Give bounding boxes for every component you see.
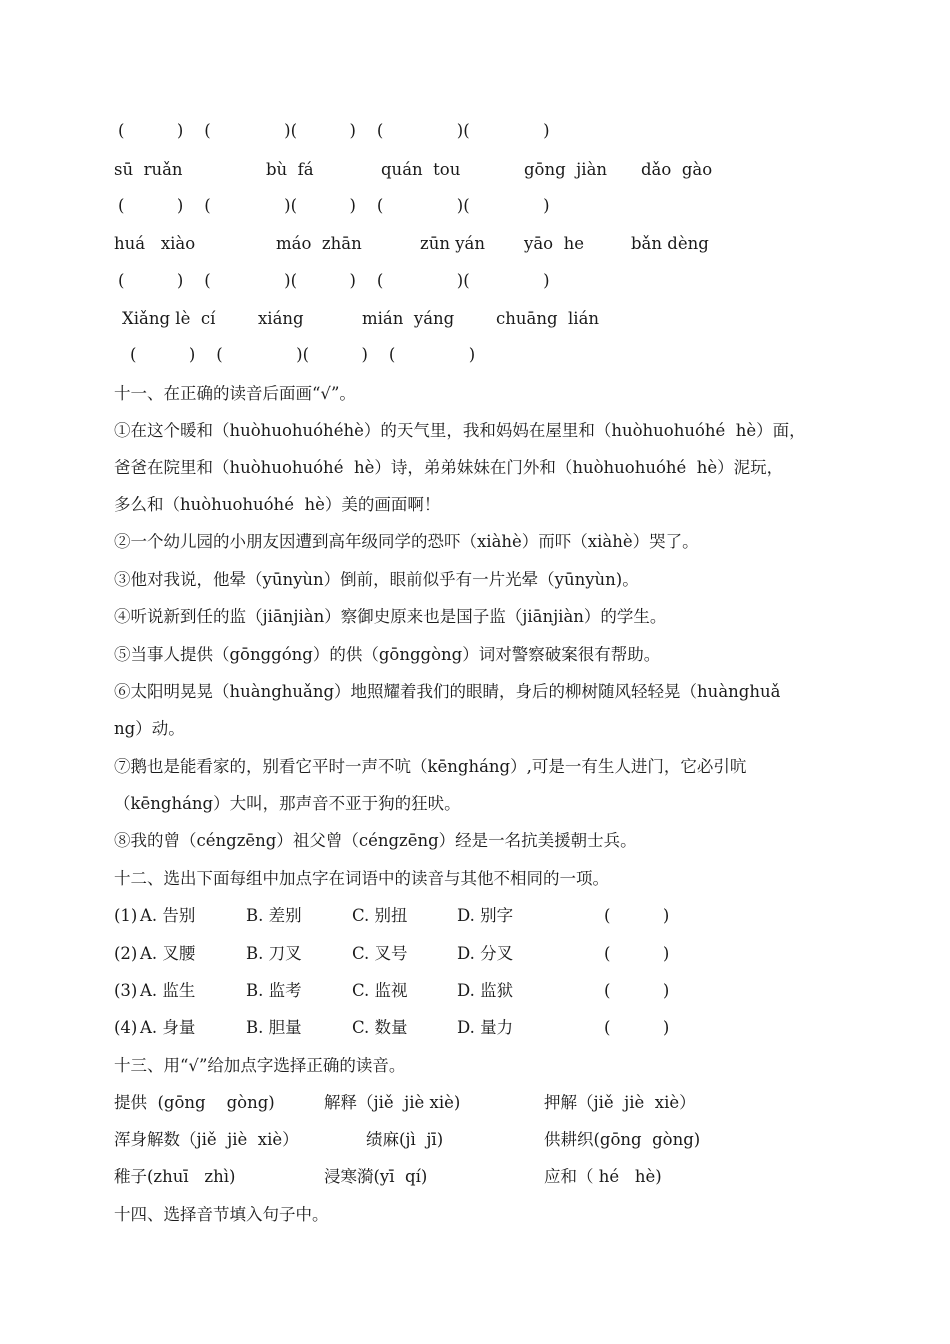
choice-number: (2): [114, 944, 138, 963]
section-11-line: ng）动。: [114, 719, 185, 738]
pinyin-row-3: [0, 306, 950, 332]
pinyin-word: yāo he: [524, 234, 584, 253]
choice-b: B. 差别: [246, 906, 302, 925]
reading-item: 浑身解数（jiě jiè xiè）: [114, 1130, 299, 1149]
choice-a: A. 身量: [140, 1018, 196, 1037]
reading-item: 押解（jiě jiè xiè）: [544, 1093, 696, 1112]
section-11-line: ①在这个暖和（huòhuohuóhéhè）的天气里，我和妈妈在屋里和（huòhuohuóhé hè）面，: [114, 421, 806, 440]
choice-number: (3): [114, 981, 138, 1000]
choice-row: [0, 941, 950, 967]
choice-b: B. 刀叉: [246, 944, 302, 963]
section-14-title: 十四、选择音节填入句子中。: [114, 1205, 329, 1224]
section-11-line: ②一个幼儿园的小朋友因遭到高年级同学的恐吓（xiàhè）而吓（xiàhè）哭了。: [114, 532, 699, 551]
section-12-title: 十二、选出下面每组中加点字在词语中的读音与其他不相同的一项。: [114, 869, 609, 888]
paren-row-2: ( ) ( )( ) ( )( ): [118, 196, 550, 215]
section-11-line: 多么和（huòhuohuóhé hè）美的画面啊！: [114, 495, 441, 514]
choice-row: [0, 978, 950, 1004]
answer-blank: ( ): [604, 981, 670, 1000]
pinyin-word: máo zhān: [276, 234, 362, 253]
choice-b: B. 监考: [246, 981, 302, 1000]
section-11-line: ⑧我的曾（céngzēng）祖父曾（céngzēng）经是一名抗美援朝士兵。: [114, 831, 637, 850]
pinyin-word: quán tou: [381, 160, 461, 179]
reading-item: 应和（ hé hè): [544, 1167, 662, 1186]
choice-c: C. 别扭: [352, 906, 408, 925]
choice-c: C. 数量: [352, 1018, 408, 1037]
pinyin-word: xiáng: [258, 309, 304, 328]
section-11-line: ④听说新到任的监（jiānjiàn）察御史原来也是国子监（jiānjiàn）的学生。: [114, 607, 667, 626]
paren-row-4: ( ) ( )( ) ( ): [130, 345, 476, 364]
answer-blank: ( ): [604, 944, 670, 963]
reading-item: 供耕织(gōng gòng): [544, 1130, 701, 1149]
answer-blank: ( ): [604, 1018, 670, 1037]
pinyin-word: Xiǎng lè cí: [122, 309, 216, 328]
choice-row: [0, 1015, 950, 1041]
section-13-title: 十三、用“√”给加点字选择正确的读音。: [114, 1056, 406, 1075]
pinyin-word: mián yáng: [362, 309, 455, 328]
choice-b: B. 胆量: [246, 1018, 302, 1037]
reading-row: [0, 1090, 950, 1116]
section-11-line: 爸爸在院里和（huòhuohuóhé hè）诗，弟弟妹妹在门外和（huòhuohuóhé hè）泥玩，: [114, 458, 784, 477]
choice-number: (4): [114, 1018, 138, 1037]
pinyin-word: gōng jiàn: [524, 160, 608, 179]
choice-c: C. 叉号: [352, 944, 408, 963]
section-11-line: ⑦鹅也是能看家的，别看它平时一声不吭（kēngháng）,可是一有生人进门，它必引吭: [114, 757, 747, 776]
choice-c: C. 监视: [352, 981, 408, 1000]
choice-number: (1): [114, 906, 138, 925]
choice-a: A. 告别: [140, 906, 196, 925]
reading-item: 解释（jiě jiè xiè): [324, 1093, 461, 1112]
choice-d: D. 量力: [457, 1018, 514, 1037]
choice-d: D. 监狱: [457, 981, 514, 1000]
choice-d: D. 别字: [457, 906, 514, 925]
pinyin-word: chuāng lián: [496, 309, 600, 328]
pinyin-word: bǎn dèng: [631, 234, 709, 253]
answer-blank: ( ): [604, 906, 670, 925]
paren-row-1: ( ) ( )( ) ( )( ): [118, 121, 550, 140]
reading-row: [0, 1127, 950, 1153]
pinyin-word: sū ruǎn: [114, 160, 183, 179]
pinyin-word: bù fá: [266, 160, 314, 179]
pinyin-word: dǎo gào: [641, 160, 713, 179]
pinyin-row-2: [0, 231, 950, 257]
reading-item: 稚子(zhuī zhì): [114, 1167, 236, 1186]
reading-item: 浸寒漪(yī qí): [324, 1167, 428, 1186]
pinyin-row-1: [0, 157, 950, 183]
paren-row-3: ( ) ( )( ) ( )( ): [118, 271, 550, 290]
reading-item: 提供 (gōng gòng): [114, 1093, 275, 1112]
choice-a: A. 叉腰: [140, 944, 196, 963]
reading-row: [0, 1164, 950, 1190]
section-11-line: ⑤当事人提供（gōnggóng）的供（gōnggòng）词对警察破案很有帮助。: [114, 645, 661, 664]
choice-a: A. 监生: [140, 981, 196, 1000]
reading-item: 绩麻(jì jī): [366, 1130, 444, 1149]
section-11-title: 十一、在正确的读音后面画“√”。: [114, 384, 356, 403]
pinyin-word: zūn yán: [420, 234, 485, 253]
choice-d: D. 分叉: [457, 944, 514, 963]
section-11-line: ⑥太阳明晃晃（huànghuǎng）地照耀着我们的眼睛，身后的柳树随风轻轻晃（huànghuǎ: [114, 682, 781, 701]
pinyin-word: huá xiào: [114, 234, 196, 253]
choice-row: [0, 903, 950, 929]
section-11-line: ③他对我说，他晕（yūnyùn）倒前，眼前似乎有一片光晕（yūnyùn)。: [114, 570, 639, 589]
section-11-line: （kēngháng）大叫，那声音不亚于狗的狂吠。: [114, 794, 461, 813]
